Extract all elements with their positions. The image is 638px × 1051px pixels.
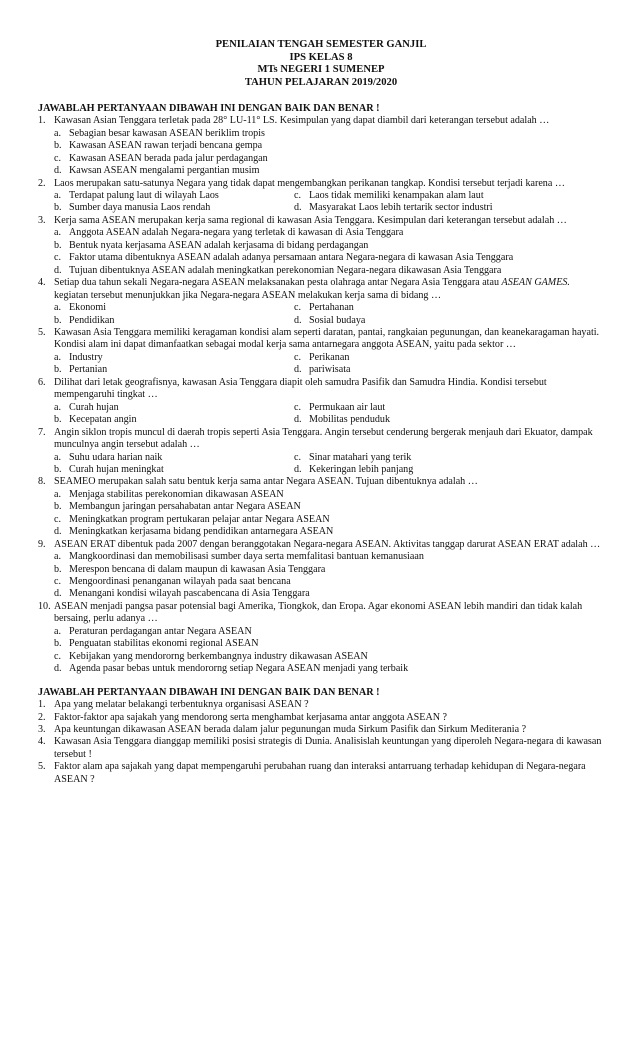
option-c: c. Mengoordinasi penanganan wilayah pada saat bencana — [54, 576, 291, 588]
option-a: a. Terdapat palung laut di wilayah Laos — [54, 189, 219, 201]
option-d: d. Kawsan ASEAN mengalami pergantian musim — [54, 165, 260, 177]
question-text: Angin siklon tropis muncul di daerah tropis seperti Asia Tenggara. Angin tersebut cenderung bergerak menjauh dari Ekuator, dampak munculnya angin tersebut adalah … — [54, 426, 593, 451]
header-year: TAHUN PELAJARAN 2019/2020 — [244, 77, 398, 89]
question-5 — [38, 327, 604, 377]
asean-games-term: ASEAN GAMES. — [501, 277, 570, 289]
option-d: d. Sosial budaya — [294, 314, 366, 326]
question-4 — [38, 277, 604, 327]
option-c: c. Perikanan — [294, 351, 350, 363]
option-list — [54, 551, 604, 601]
section2-instruction: JAWABLAH PERTANYAAN DIBAWAH INI DENGAN BAIK DAN BENAR ! — [38, 686, 380, 698]
question-number: 3. — [38, 724, 46, 736]
question-text: ASEAN menjadi pangsa pasar potensial bagi Amerika, Tiongkok, dan Eropa. Agar ekonomi ASEAN lebih mandiri dan tidak kalah bersaing, perlu adanya … — [54, 600, 583, 625]
option-list — [54, 227, 604, 277]
option-a: a. Ekonomi — [54, 302, 107, 314]
option-a: a. Suhu udara harian naik — [54, 451, 163, 463]
question-text: Laos merupakan satu-satunya Negara yang tidak dapat mengembangkan perikanan tangkap. Kondisi tersebut terjadi karena … — [54, 177, 565, 189]
option-grid — [54, 190, 604, 215]
question-number: 2. — [38, 711, 46, 723]
option-list — [54, 489, 604, 539]
essay-question-3 — [38, 724, 604, 736]
question-number: 2. — [38, 177, 46, 189]
option-grid — [54, 402, 604, 427]
option-b: b. Sumber daya manusia Laos rendah — [54, 202, 211, 214]
option-a: a. Industry — [54, 351, 103, 363]
question-number: 10. — [38, 600, 51, 612]
option-d: d. Agenda pasar bebas untuk mendororng setiap Negara ASEAN menjadi yang terbaik — [54, 663, 409, 675]
header-school: MTs NEGERI 1 SUMENEP — [257, 64, 385, 76]
option-c: c. Kebijakan yang mendororng berkembangnya industry dikawasan ASEAN — [54, 650, 368, 662]
option-a: a. Sebagian besar kawasan ASEAN beriklim tropis — [54, 127, 265, 139]
section1-instruction: JAWABLAH PERTANYAAN DIBAWAH INI DENGAN BAIK DAN BENAR ! — [38, 102, 380, 114]
header-title: PENILAIAN TENGAH SEMESTER GANJIL — [215, 39, 427, 50]
option-d: d. Masyarakat Laos lebih tertarik sector industri — [294, 202, 493, 214]
option-a: a. Menjaga stabilitas perekonomian dikawasan ASEAN — [54, 488, 284, 500]
question-text: SEAMEO merupakan salah satu bentuk kerja sama antar Negara ASEAN. Tujuan dibentuknya adalah … — [54, 476, 478, 488]
question-number: 5. — [38, 326, 46, 338]
option-grid — [54, 452, 604, 477]
option-a: a. Curah hujan — [54, 401, 119, 413]
option-b: b. Curah hujan meningkat — [54, 463, 164, 475]
question-text: Kerja sama ASEAN merupakan kerja sama regional di kawasan Asia Tenggara. Kesimpulan dari keterangan tersebut adalah … — [54, 214, 567, 226]
option-d: d. pariwisata — [294, 364, 351, 376]
option-c: c. Laos tidak memiliki kenampakan alam laut — [294, 189, 484, 201]
question-3 — [38, 215, 604, 277]
option-b: b. Bentuk nyata kerjasama ASEAN adalah kerjasama di bidang perdagangan — [54, 239, 369, 251]
question-number: 9. — [38, 538, 46, 550]
option-c: c. Pertahanan — [294, 302, 354, 314]
question-number: 8. — [38, 476, 46, 488]
option-b: b. Pertanian — [54, 364, 108, 376]
essay-question-4 — [38, 736, 604, 761]
option-list — [54, 128, 604, 178]
question-2 — [38, 178, 604, 215]
question-text: Kawasan Asian Tenggara terletak pada 28° LU-11° LS. Kesimpulan yang dapat diambil dari keterangan tersebut adalah … — [54, 115, 550, 127]
option-a: a. Mangkoordinasi dan memobilisasi sumber daya serta memfalitasi bantuan kemanusiaan — [54, 551, 424, 563]
question-number: 5. — [38, 761, 46, 773]
option-b: b. Kecepatan angin — [54, 414, 137, 426]
question-text: Apa yang melatar belakangi terbentuknya organisasi ASEAN ? — [54, 699, 309, 711]
option-b: b. Merespon bencana di dalam maupun di kawasan Asia Tenggara — [54, 563, 326, 575]
option-b: b. Pendidikan — [54, 314, 115, 326]
essay-question-2 — [38, 712, 604, 724]
option-c: c. Kawasan ASEAN berada pada jalur perdagangan — [54, 152, 268, 164]
question-text: ASEAN ERAT dibentuk pada 2007 dengan beranggotakan Negara-negara ASEAN. Aktivitas tanggap darurat ASEAN ERAT adalah … — [54, 538, 601, 550]
question-number: 1. — [38, 699, 46, 711]
question-text: Dilihat dari letak geografisnya, kawasan Asia Tenggara diapit oleh samudra Pasifik dan Samudra Hindia. Kondisi tersebut mempengaruhi tingkat … — [54, 376, 547, 401]
option-a: a. Anggota ASEAN adalah Negara-negara yang terletak di kawasan di Asia Tenggara — [54, 227, 404, 239]
option-b: b. Penguatan stabilitas ekonomi regional ASEAN — [54, 638, 259, 650]
question-7 — [38, 427, 604, 477]
exam-header — [38, 0, 604, 90]
option-d: d. Kekeringan lebih panjang — [294, 463, 414, 475]
header-class: IPS KELAS 8 — [289, 51, 353, 63]
question-number: 6. — [38, 376, 46, 388]
option-d: d. Meningkatkan kerjasama bidang pendidikan antarnegara ASEAN — [54, 526, 334, 538]
option-b: b. Membangun jaringan persahabatan antar Negara ASEAN — [54, 501, 301, 513]
question-text: Faktor alam apa sajakah yang dapat mempengaruhi perubahan ruang dan interaksi antarruang terhadap kehidupan di Negara-negara ASEAN ? — [54, 761, 586, 785]
option-c: c. Sinar matahari yang terik — [294, 451, 412, 463]
question-text: Setiap dua tahun sekali Negara-negara ASEAN melaksanakan pesta olahraga antar Negara Asia Tenggara atau ASEAN GAMES. kegiatan tersebut menunjukkan jika Negara-negara ASEAN melakukan kerja sama di bidang … — [54, 277, 570, 301]
question-8 — [38, 476, 604, 538]
question-text: Faktor-faktor apa sajakah yang mendorong serta menghambat kerjasama antar anggota ASEAN ? — [54, 711, 448, 723]
question-number: 4. — [38, 736, 46, 748]
option-d: d. Tujuan dibentuknya ASEAN adalah meningkatkan perekonomian Negara-negara dikawasan Asia Tenggara — [54, 264, 502, 276]
question-1 — [38, 115, 604, 177]
option-a: a. Peraturan perdagangan antar Negara ASEAN — [54, 625, 252, 637]
option-list — [54, 626, 604, 676]
essay-question-1 — [38, 699, 604, 711]
essay-question-5 — [38, 761, 604, 786]
option-grid — [54, 302, 604, 327]
option-c: c. Permukaan air laut — [294, 401, 386, 413]
question-10 — [38, 601, 604, 676]
question-text: Kawasan Asia Tenggara memiliki keragaman kondisi alam seperti daratan, pantai, rangkaian pegunungan, dan keanekaragaman hayati. Kondisi alam ini dapat dimanfaatkan sebagai modal kerja sama antarnegara anggota ASEAN, yaitu pada sektor … — [54, 326, 600, 351]
option-d: d. Mobilitas penduduk — [294, 414, 391, 426]
option-c: c. Faktor utama dibentuknya ASEAN adalah adanya persamaan antara Negara-negara di kawasan Asia Tenggara — [54, 252, 514, 264]
question-number: 3. — [38, 214, 46, 226]
option-b: b. Kawasan ASEAN rawan terjadi bencana gempa — [54, 140, 263, 152]
question-number: 7. — [38, 426, 46, 438]
question-text: Apa keuntungan dikawasan ASEAN berada dalam jalur pegunungan muda Sirkum Pasifik dan Sirkum Mediterania ? — [54, 724, 527, 736]
option-d: d. Menangani kondisi wilayah pascabencana di Asia Tenggara — [54, 588, 310, 600]
option-grid — [54, 352, 604, 377]
question-9 — [38, 539, 604, 601]
question-text: Kawasan Asia Tenggara dianggap memiliki posisi strategis di Dunia. Analisislah keuntungan yang diperoleh Negara-negara di kawasan tersebut ! — [54, 736, 602, 760]
question-6 — [38, 377, 604, 427]
question-number: 4. — [38, 277, 46, 289]
question-number: 1. — [38, 115, 46, 127]
option-c: c. Meningkatkan program pertukaran pelajar antar Negara ASEAN — [54, 513, 330, 525]
